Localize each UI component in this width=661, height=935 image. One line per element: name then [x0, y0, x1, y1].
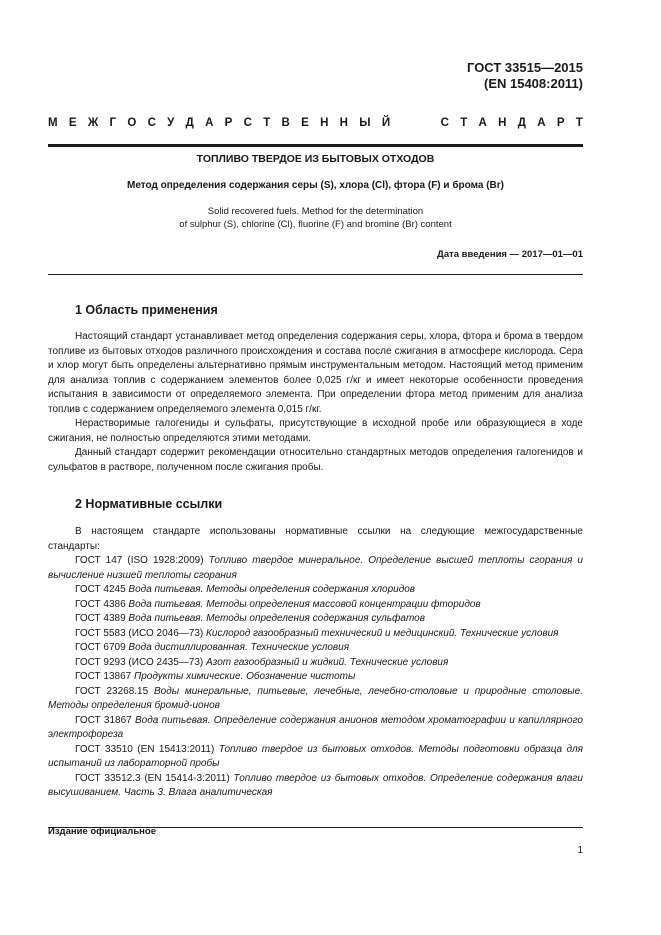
banner-letter: Е: [301, 117, 309, 129]
normative-reference: [48, 598, 583, 613]
reference-code: ГОСТ 33512.3 (EN 15414-3:2011): [75, 772, 230, 784]
banner-letter: В: [281, 117, 290, 129]
banner-letter: Д: [185, 117, 194, 129]
banner-letter: Т: [575, 117, 583, 129]
normative-reference: [48, 670, 583, 685]
reference-code: ГОСТ 33510 (EN 15413:2011): [75, 743, 215, 755]
banner-letter: М: [48, 117, 58, 129]
banner-letter: Ы: [359, 117, 371, 129]
normative-reference: [48, 641, 583, 656]
banner-word-gap: [401, 117, 429, 129]
standard-code-line1: ГОСТ 33515—2015: [467, 60, 583, 75]
banner-letter: Й: [381, 117, 391, 129]
official-edition-label: Издание официальное: [48, 826, 156, 837]
standard-code: [467, 60, 583, 92]
normative-reference: [48, 612, 583, 627]
banner-letter: С: [440, 117, 449, 129]
introduction-date: Дата введения — 2017—01—01: [437, 249, 583, 260]
normative-reference: [48, 656, 583, 671]
banner-letter: Р: [556, 117, 565, 129]
banner-letter: Е: [68, 117, 77, 129]
banner-letter: Д: [517, 117, 526, 129]
title-en-line2: of sulphur (S), chlorine (Cl), fluorine (F) and bromine (Br) content: [179, 219, 452, 230]
banner-letter: У: [167, 117, 175, 129]
reference-title: Вода питьевая. Определение содержания анионов методом хроматографии и капиллярного электрофореза: [48, 714, 583, 740]
standard-type-banner: [48, 117, 583, 129]
banner-letter: Т: [460, 117, 468, 129]
standard-code-line2: (EN 15408:2011): [483, 76, 583, 91]
section-1-heading: 1 Область применения: [75, 303, 218, 317]
banner-letter: Т: [263, 117, 271, 129]
banner-letter: О: [127, 117, 137, 129]
banner-letter: С: [243, 117, 252, 129]
banner-letter: Г: [109, 117, 117, 129]
reference-title: Кислород газообразный технический и медицинский. Технические условия: [203, 627, 559, 639]
reference-code: ГОСТ 147 (ISO 1928:2009): [75, 555, 204, 566]
reference-code: ГОСТ 4389: [75, 613, 126, 624]
reference-title: Азот газообразный и жидкий. Технические условия: [203, 656, 449, 668]
reference-title: Топливо твердое из бытовых отходов. Определение содержания влаги высушиванием. Часть 3. Влага аналитическая: [48, 772, 583, 798]
section-1-paragraph: Нерастворимые галогениды и сульфаты, присутствующие в исходной пробе или образующиеся в ходе сжигания, не полностью определяются этими методами.: [48, 418, 583, 444]
reference-title: Продукты химические. Обозначение чистоты: [131, 671, 356, 682]
reference-title: Топливо твердое из бытовых отходов. Методы подготовки образца для испытаний из лабораторной пробы: [48, 743, 584, 769]
reference-code: ГОСТ 31867: [75, 714, 132, 726]
normative-reference: [48, 714, 583, 743]
banner-letter: С: [147, 117, 156, 129]
reference-title: Вода питьевая. Методы определения содержания сульфатов: [125, 613, 425, 624]
reference-code: ГОСТ 23268.15: [75, 685, 149, 697]
page-number: 1: [577, 845, 583, 856]
section-2-body: [48, 525, 583, 801]
normative-reference: [48, 772, 583, 801]
section-2-heading: 2 Нормативные ссылки: [75, 497, 223, 511]
banner-letter: А: [478, 117, 487, 129]
section-1-paragraph: Настоящий стандарт устанавливает метод определения содержания серы, хлора, фтора и брома в твердом топливе из бытовых отходов различного происхождения и состава после сжигания в атмосфере кислорода. Сера и хлор могут быть определены альтернативно прямым инструментальным методом. Настоящий метод применим для анализа топлив с содержанием элементов более 0,025 г/кг и имеет некоторые особенности проведения испытания в зависимости от определяемого элемента. При определении фтора метод применим для анализа топлив с содержанием определяемого элемента 0,015 г/кг.: [48, 331, 583, 415]
reference-code: ГОСТ 13867: [75, 671, 132, 682]
header-divider: [48, 144, 583, 147]
normative-reference: [48, 627, 583, 642]
banner-letter: Р: [224, 117, 233, 129]
title-en-line1: Solid recovered fuels. Method for the determination: [207, 206, 424, 217]
banner-letter: А: [537, 117, 546, 129]
normative-reference: [48, 583, 583, 598]
section-2-intro: В настоящем стандарте использованы нормативные ссылки на следующие межгосударственные стандарты:: [48, 526, 583, 552]
document-title-english: [48, 205, 583, 231]
reference-code: ГОСТ 4245: [75, 584, 126, 595]
banner-letter: Н: [498, 117, 507, 129]
normative-reference: [48, 554, 583, 583]
reference-title: Воды минеральные, питьевые, лечебные, лечебно-столовые и природные столовые. Методы определения бромид-ионов: [48, 685, 583, 711]
document-title: ТОПЛИВО ТВЕРДОЕ ИЗ БЫТОВЫХ ОТХОДОВ: [196, 153, 435, 165]
reference-title: Топливо твердое минеральное. Определение высшей теплоты сгорания и вычисление низшей теплоты сгорания: [48, 555, 583, 581]
document-subtitle: Метод определения содержания серы (S), хлора (Cl), фтора (F) и брома (Br): [127, 180, 504, 191]
normative-reference: [48, 685, 583, 714]
reference-title: Вода питьевая. Методы определения содержания хлоридов: [125, 584, 416, 595]
reference-code: ГОСТ 4386: [75, 598, 126, 610]
section-1-body: [48, 330, 583, 475]
reference-title: Вода дистиллированная. Технические условия: [125, 642, 350, 653]
banner-letter: Н: [339, 117, 348, 129]
normative-reference: [48, 743, 583, 772]
reference-code: ГОСТ 9293 (ИСО 2435—73): [75, 656, 204, 668]
banner-letter: Н: [320, 117, 329, 129]
reference-title: Вода питьевая. Методы определения массовой концентрации фторидов: [125, 598, 481, 610]
reference-code: ГОСТ 5583 (ИСО 2046—73): [75, 627, 204, 639]
banner-letter: Ж: [87, 117, 99, 129]
title-divider: [48, 274, 583, 275]
banner-letter: А: [205, 117, 214, 129]
reference-code: ГОСТ 6709: [75, 642, 126, 653]
section-1-paragraph: Данный стандарт содержит рекомендации относительно стандартных методов определения галогенидов и сульфатов в растворе, полученном после сжигания пробы.: [48, 447, 583, 473]
